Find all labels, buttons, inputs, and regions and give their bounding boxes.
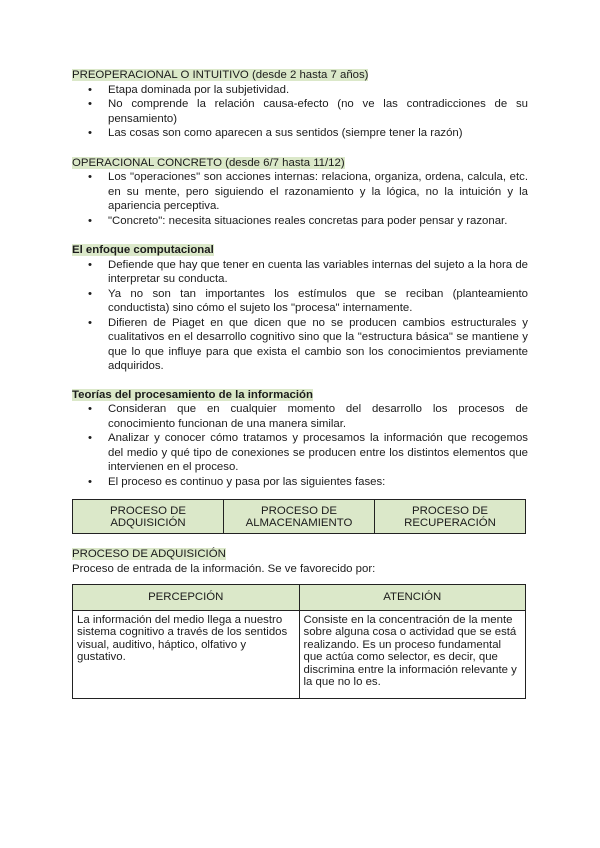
table-row: [73, 610, 526, 698]
table-header-row: [73, 585, 526, 611]
section-procesamiento-informacion: [72, 388, 528, 490]
section-operacional-concreto: [72, 156, 528, 229]
list-item: • Ya no son tan importantes los estímulos que se reciban (planteamiento conductista) sino cómo el sujeto los "procesa" internamente.: [108, 287, 528, 316]
phase-line: PROCESO DE: [412, 505, 488, 517]
phase-line: PROCESO DE: [110, 505, 186, 517]
document-page: [72, 68, 528, 699]
list-item: • Etapa dominada por la subjetividad.: [108, 83, 528, 98]
section-heading: Teorías del procesamiento de la información: [72, 388, 313, 401]
phases-table: [72, 499, 526, 534]
percepcion-cell: La información del medio llega a nuestro sistema cognitivo a través de los sentidos visual, auditivo, háptico, olfativo y gustativo.: [73, 610, 300, 698]
section-heading: OPERACIONAL CONCRETO (desde 6/7 hasta 11/12): [72, 156, 345, 169]
list-item: • Defiende que hay que tener en cuenta las variables internas del sujeto a la hora de interpretar su conducta.: [108, 258, 528, 287]
column-header-percepcion: PERCEPCIÓN: [73, 585, 300, 611]
phase-line: ADQUISICIÓN: [110, 517, 186, 529]
phase-line: ALMACENAMIENTO: [245, 517, 353, 529]
column-header-atencion: ATENCIÓN: [299, 585, 526, 611]
bullet-list: [72, 170, 528, 228]
phase-cell-almacenamiento: [224, 500, 375, 534]
list-item: • Las cosas son como aparecen a sus sentidos (siempre tener la razón): [108, 126, 528, 141]
table-row: [73, 500, 526, 534]
list-item: • "Concreto": necesita situaciones reales concretas para poder pensar y razonar.: [108, 214, 528, 229]
bullet-list: [72, 83, 528, 141]
atencion-cell: Consiste en la concentración de la mente sobre alguna cosa o actividad que se está realizando. Es un proceso fundamental que actúa como selector, es decir, que discrimina entre la información relevante y la que no lo es.: [299, 610, 526, 698]
section-proceso-adquisicion: [72, 547, 528, 576]
phase-cell-recuperacion: [375, 500, 526, 534]
intro-text: Proceso de entrada de la información. Se ve favorecido por:: [72, 562, 376, 575]
list-item: • Analizar y conocer cómo tratamos y procesamos la información que recogemos del medio y qué tipo de conexiones se producen entre los distintos elementos que intervienen en el proceso.: [108, 431, 528, 475]
section-heading: PROCESO DE ADQUISICIÓN: [72, 548, 226, 560]
list-item: • El proceso es continuo y pasa por las siguientes fases:: [108, 475, 528, 490]
list-item: • Consideran que en cualquier momento del desarrollo los procesos de conocimiento funcionan de una manera similar.: [108, 402, 528, 431]
phase-line: RECUPERACIÓN: [404, 517, 496, 529]
phase-cell-adquisicion: [73, 500, 224, 534]
section-preoperacional: [72, 68, 528, 141]
bullet-list: [72, 402, 528, 489]
list-item: • No comprende la relación causa-efecto (no ve las contradicciones de su pensamiento): [108, 97, 528, 126]
section-heading: PREOPERACIONAL O INTUITIVO (desde 2 hasta 7 años): [72, 69, 369, 81]
section-enfoque-computacional: [72, 243, 528, 374]
list-item: • Los "operaciones" son acciones internas: relaciona, organiza, ordena, calcula, etc. en su mente, pero siguiendo el razonamiento y la lógica, no la intuición y la apariencia perceptiva.: [108, 170, 528, 214]
phase-line: PROCESO DE: [261, 505, 337, 517]
percepcion-atencion-table: [72, 584, 526, 699]
list-item: • Difieren de Piaget en que dicen que no se producen cambios estructurales y cualitativos en el desarrollo cognitivo sino que la "estructura básica" se mantiene y que lo que influye para que exista el cambio son los conocimientos previamente adquiridos.: [108, 316, 528, 374]
bullet-list: [72, 258, 528, 374]
section-heading: El enfoque computacional: [72, 244, 214, 256]
